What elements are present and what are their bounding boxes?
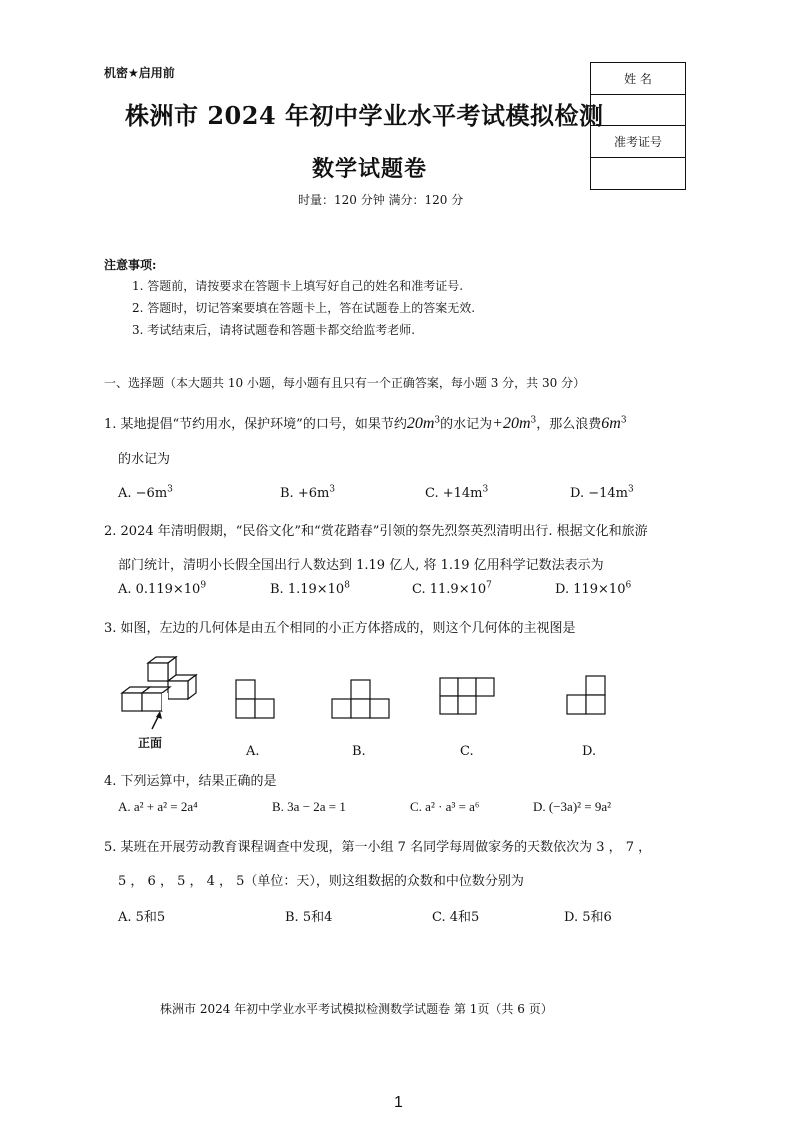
section-heading: 一、选择题（本大题共 10 小题，每小题有且只有一个正确答案，每小题 3 分，共 30 分） bbox=[104, 376, 586, 390]
ticket-field[interactable] bbox=[591, 158, 685, 190]
q3-view-b bbox=[330, 678, 392, 720]
q1-text-a: 1. 某地提倡“节约用水，保护环境”的口号，如果节约 bbox=[104, 417, 407, 432]
notice-item-2: 2. 答题时，切记答案要填在答题卡上，答在试题卷上的答案无效. bbox=[132, 301, 476, 315]
student-id-table bbox=[590, 62, 686, 190]
q1-stem bbox=[104, 413, 627, 433]
name-field[interactable] bbox=[591, 95, 685, 127]
ticket-label: 准考证号 bbox=[591, 126, 685, 158]
exam-subtitle: 数学试题卷 bbox=[312, 156, 428, 182]
q1-exp: 3 bbox=[620, 415, 627, 426]
q3-view-a bbox=[235, 678, 277, 720]
name-label: 姓 名 bbox=[591, 63, 685, 95]
q5-option-d[interactable]: D. 5和6 bbox=[564, 910, 612, 925]
q5-option-c[interactable]: C. 4和5 bbox=[432, 910, 480, 925]
q3-stem: 3. 如图，左边的几何体是由五个相同的小正方体搭成的，则这个几何体的主视图是 bbox=[104, 621, 576, 636]
q2-option-c[interactable]: C. $11.9\times 10^7$ bbox=[412, 580, 492, 597]
q2-option-d[interactable]: D. $119\times 10^6$ bbox=[555, 580, 632, 597]
page-number: 1 bbox=[394, 1094, 403, 1111]
q1-text-e: ，那么浪费 bbox=[536, 417, 602, 432]
q2-option-a[interactable]: A. $0.119\times 10^9$ bbox=[118, 580, 207, 597]
q1-math-20m: 20m bbox=[406, 415, 435, 432]
q1-math-6m: 6m bbox=[601, 415, 621, 432]
q4-option-c[interactable]: C. a² · a³ = a⁶ bbox=[410, 799, 480, 814]
q1-exp: 3 bbox=[530, 415, 537, 426]
notice-item-1: 1. 答题前，请按要求在答题卡上填写好自己的姓名和准考证号. bbox=[132, 279, 464, 293]
q5-line2: 5 ， 6 ， 5 ， 4 ， 5（单位：天），则这组数据的众数和中位数分别为 bbox=[118, 874, 524, 889]
q3-option-d[interactable]: D. bbox=[582, 744, 597, 759]
q1-option-b[interactable]: B. $+6m^3$ bbox=[280, 484, 336, 501]
q5-line1: 5. 某班在开展劳动教育课程调查中发现，第一小组 7 名同学每周做家务的天数依次为 3 ， 7 ， bbox=[104, 840, 652, 855]
q2-line1: 2. 2024 年清明假期，“民俗文化”和“赏花踏春”引领的祭先烈祭英烈清明出行. 根据文化和旅游 bbox=[104, 524, 648, 539]
notice-item-3: 3. 考试结束后，请将试题卷和答题卡都交给监考老师. bbox=[132, 323, 416, 337]
q4-option-a[interactable]: A. a² + a² = 2a⁴ bbox=[118, 799, 198, 814]
time-score-info: 时量：120 分钟 满分：120 分 bbox=[298, 193, 464, 207]
q4-option-d[interactable]: D. (−3a)² = 9a² bbox=[533, 799, 612, 814]
exam-title: 株洲市 2024 年初中学业水平考试模拟检测 bbox=[125, 101, 604, 130]
q3-option-c[interactable]: C. bbox=[460, 744, 474, 759]
confidential-label: 机密★启用前 bbox=[104, 66, 175, 80]
q4-stem: 4. 下列运算中，结果正确的是 bbox=[104, 774, 277, 789]
q1-option-a[interactable]: A. $-6m^3$ bbox=[118, 484, 173, 501]
q4-option-b[interactable]: B. 3a − 2a = 1 bbox=[272, 799, 346, 814]
q1-math-plus20m: +20m bbox=[492, 415, 531, 432]
q1-option-c[interactable]: C. $+14m^3$ bbox=[425, 484, 489, 501]
q1-text-c: 的水记为 bbox=[440, 417, 493, 432]
notice-heading: 注意事项: bbox=[104, 258, 157, 272]
q3-view-c bbox=[438, 676, 498, 718]
q5-option-a[interactable]: A. 5和5 bbox=[118, 910, 166, 925]
q1-option-d[interactable]: D. $-14m^3$ bbox=[570, 484, 634, 501]
q2-option-b[interactable]: B. $1.19\times 10^8$ bbox=[270, 580, 350, 597]
q2-line2: 部门统计，清明小长假全国出行人数达到 1.19 亿人, 将 1.19 亿用科学记数法表示为 bbox=[118, 558, 604, 573]
front-label: 正面 bbox=[138, 736, 163, 750]
q3-view-d bbox=[564, 674, 608, 720]
q1-exp: 3 bbox=[434, 415, 441, 426]
q3-option-a[interactable]: A. bbox=[246, 744, 260, 759]
q1-line2: 的水记为 bbox=[118, 452, 171, 467]
q5-option-b[interactable]: B. 5和4 bbox=[285, 910, 333, 925]
q3-option-b[interactable]: B. bbox=[352, 744, 366, 759]
page-footer: 株洲市 2024 年初中学业水平考试模拟检测数学试题卷 第 1页（共 6 页） bbox=[160, 1002, 553, 1016]
